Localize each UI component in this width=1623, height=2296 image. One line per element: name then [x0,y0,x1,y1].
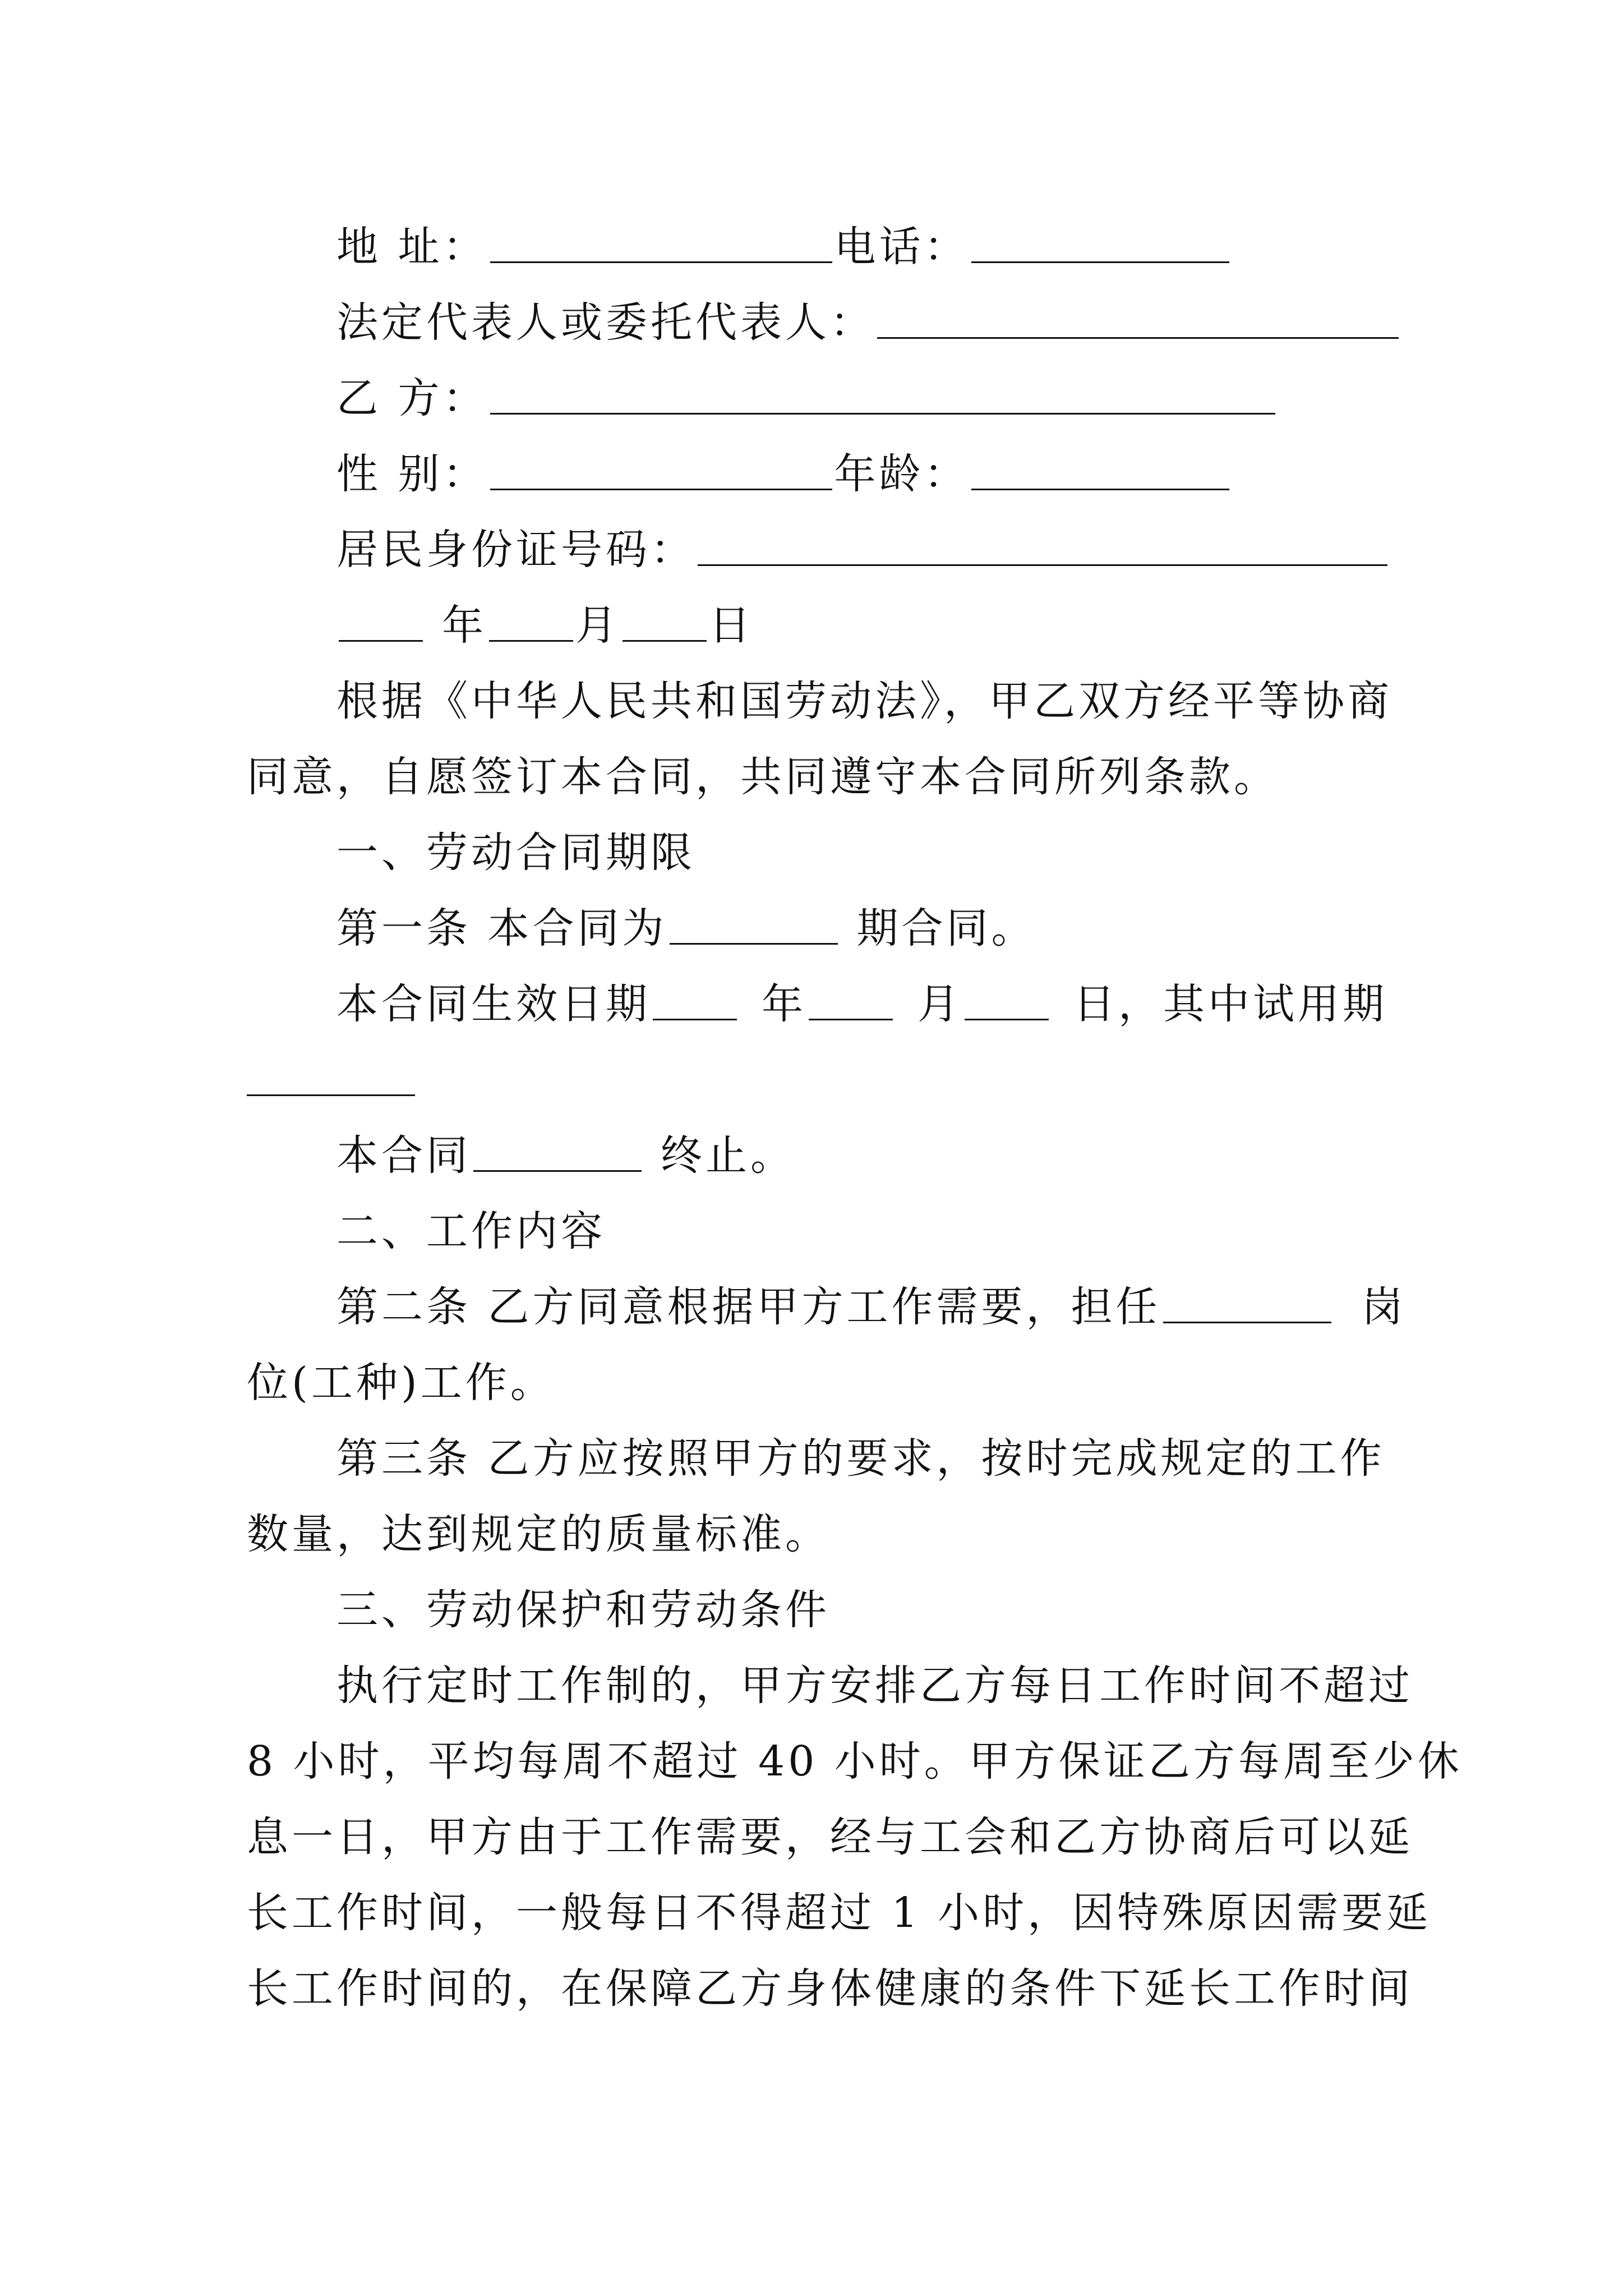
date-day-label: 日 [709,601,754,650]
article-1-suffix: 期合同。 [856,904,1036,953]
section-1-title: 一、劳动合同期限 [336,829,695,877]
party-b-label: 乙 方： [336,374,488,422]
date-year-label: 年 [442,601,487,650]
paragraph-line-2: 8 小时，平均每周不超过 40 小时。甲方保证乙方每周至少休 [247,1737,1463,1786]
paragraph-line-3: 息一日，甲方由于工作需要，经与工会和乙方协商后可以延 [247,1813,1413,1861]
legal-rep-blank [877,296,1399,339]
date-month-label: 月 [575,601,620,650]
termination-blank [473,1129,642,1172]
legal-rep-line [336,292,1380,353]
effective-year-blank [653,977,737,1020]
paragraph-line-5: 长工作时间的，在保障乙方身体健康的条件下延长工作时间 [247,1964,1413,2013]
address-blank [490,220,832,263]
article-1-prefix: 第一条 本合同为 [336,904,667,953]
age-label: 年龄： [834,450,969,498]
effective-day-trial-label: 日，其中试用期 [1073,980,1387,1028]
address-label: 地 址： [336,223,488,271]
section-2-title: 二、工作内容 [336,1207,606,1255]
article-3-line-1: 第三条 乙方应按照甲方的要求，按时完成规定的工作 [336,1434,1385,1483]
phone-label: 电话： [834,223,969,271]
effective-month-label: 月 [917,980,962,1028]
effective-prefix: 本合同生效日期 [336,980,651,1028]
section-3-title: 三、劳动保护和劳动条件 [336,1586,830,1634]
party-b-line [336,367,1380,429]
trial-period-blank [247,1053,415,1096]
id-label: 居民身份证号码： [336,526,695,574]
gender-label: 性 别： [336,450,488,498]
article-1-blank [670,901,838,945]
paragraph-line-1: 执行定时工作制的，甲方安排乙方每日工作时间不超过 [336,1662,1413,1710]
intro-line-1: 根据《中华人民共和国劳动法》，甲乙双方经平等协商 [336,677,1393,725]
gender-age-line [336,443,1380,505]
effective-year-label: 年 [762,980,806,1028]
article-2-prefix: 第二条 乙方同意根据甲方工作需要，担任 [336,1283,1161,1331]
article-3-line-2: 数量，达到规定的质量标准。 [247,1510,830,1558]
intro-line-2: 同意，自愿签订本合同，共同遵守本合同所列条款。 [247,753,1279,801]
trial-period-line [247,1049,1380,1111]
date-year-blank [339,599,423,642]
effective-day-blank [965,977,1049,1020]
paragraph-line-4: 长工作时间，一般每日不得超过 1 小时，因特殊原因需要延 [247,1889,1432,1937]
legal-rep-label: 法定代表人或委托代表人： [336,298,875,347]
termination-line [336,1125,1380,1186]
article-2-blank [1163,1280,1331,1323]
article-2-post: 岗 [1361,1283,1407,1331]
article-2-line-1 [336,1276,1407,1338]
id-number-line [336,519,1380,581]
party-b-blank [490,371,1275,415]
article-2-line-2: 位(工种)工作。 [247,1359,555,1407]
address-phone-line [336,216,1380,278]
date-month-blank [489,599,573,642]
termination-prefix: 本合同 [336,1131,471,1180]
effective-month-blank [809,977,893,1020]
age-blank [971,447,1229,490]
gender-blank [490,447,832,490]
phone-blank [971,220,1229,263]
id-blank [698,523,1387,566]
date-day-blank [623,599,707,642]
article-1-line [336,898,1380,959]
date-line [336,595,1380,656]
effective-date-line [336,973,1387,1035]
termination-suffix: 终止。 [661,1131,795,1180]
